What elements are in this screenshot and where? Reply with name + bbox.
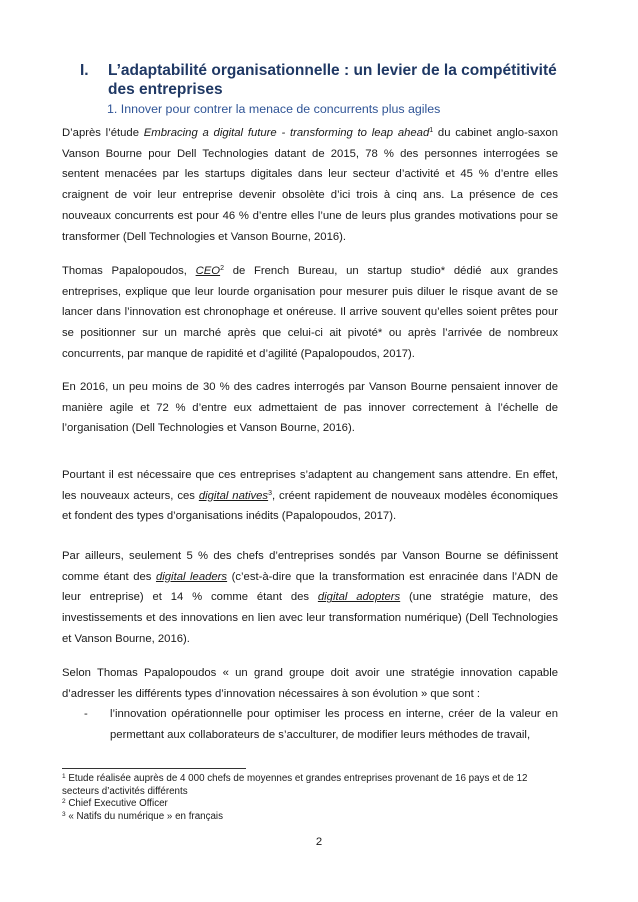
footnote-number: 3 — [62, 810, 66, 818]
subsection-heading: 1. Innover pour contrer la menace de concurrents plus agiles — [107, 102, 441, 116]
digital-leaders-term: digital leaders — [155, 570, 228, 583]
footnote-ref-3: 3 — [268, 489, 272, 497]
paragraph-3 — [62, 377, 558, 439]
footnote-number: 1 — [62, 773, 66, 780]
paragraph-5 — [62, 546, 558, 650]
footnote-text: « Natifs du numérique » en français — [65, 810, 224, 822]
list-item-text: l’innovation opérationnelle pour optimiser les process en interne, créer de la valeur en permettant aux collaborateurs de s’acculturer, de modifier leurs méthodes de travail, — [110, 708, 558, 742]
paragraph-text: Pourtant il est nécessaire que ces entreprises s’adaptent au changement sans attendre. En effet, les nouveaux acteurs, ces — [62, 469, 558, 502]
footnote-text: Chief Executive Officer — [65, 798, 168, 809]
footnote-3 — [62, 811, 562, 824]
ceo-term: CEO — [195, 265, 221, 277]
footnote-1 — [62, 773, 562, 798]
paragraph-text: En 2016, un peu moins de 30 % des cadres interrogés par Vanson Bourne pensaient innover de manière agile et 72 % d’entre eux admettaient de pas innover correctement à l’échelle de l’organisation (Dell Technologies et Vanson Bourne, 2016). — [62, 381, 558, 435]
digital-natives-term: digital natives — [198, 489, 269, 502]
footnote-separator — [62, 768, 246, 769]
paragraph-4 — [62, 465, 558, 527]
footnote-ref-1: 1 — [429, 127, 434, 134]
paragraph-text: Thomas Papalopoudos, — [62, 265, 196, 277]
section-number: I. — [80, 62, 89, 79]
footnote-text: Etude réalisée auprès de 4 000 chefs de moyennes et grandes entreprises provenant de 16 pays et de 12 secteurs d’activités différents — [62, 773, 528, 797]
footnotes — [62, 773, 562, 823]
paragraph-text: Par ailleurs, seulement 5 % des chefs d’entreprises sondés par Vanson Bourne se définissent comme étant des — [62, 550, 558, 583]
paragraph-text: Selon Thomas Papalopoudos « un grand groupe doit avoir une stratégie innovation capable d’adresser les différents types d’innovation nécessaires à son évolution » que sont : — [62, 667, 558, 700]
paragraph-6 — [62, 663, 558, 746]
section-title: L’adaptabilité organisationnelle : un levier de la compétitivité des entreprises — [108, 62, 557, 98]
footnote-number: 2 — [62, 798, 66, 805]
list-item — [62, 704, 558, 745]
paragraph-text: du cabinet anglo-saxon Vanson Bourne pour Dell Technologies datant de 2015, 78 % des personnes interrogées se sentent menacées par les startups digitales dans leur secteur d’activité et 45 % d’entre elles craignent de voir leur entreprise devenir obsolète d’ici trois à cinq ans. La présence de ces nouveaux concurrents est pour 46 % d’entre elles l’une de leurs plus grandes motivations pour se transformer (Dell Technologies et Vanson Bourne, 2016). — [62, 127, 558, 243]
paragraph-text: de French Bureau, un startup studio* dédié aux grandes entreprises, explique que leur lourde organisation pour mesurer puis diluer le risque avant de se lancer dans l’innovation est chronophage et onéreuse. Il arrive souvent qu’elles soient prêtes pour se positionner sur un marché après que celui-ci ait pivoté* ou après l’arrivée de nombreux concurrents, par manque de rapidité et d’agilité (Papalopoudos, 2017). — [62, 265, 558, 360]
paragraph-text: (c’est-à-dire que la transformation est enracinée dans l’ADN de leur entreprise) et 14 % comme étant des — [62, 570, 558, 604]
paragraph-text: (une stratégie mature, des investissements et des innovations en lien avec leur transformation numérique) (Dell Technologies et Vanson Bourne, 2016). — [62, 591, 558, 645]
section-heading — [80, 61, 560, 99]
paragraph-text: , créent rapidement de nouveaux modèles économiques et fondent des types d’organisations inédits (Papalopoudos, 2017). — [62, 489, 558, 523]
footnote-ref-2: 2 — [220, 265, 224, 272]
bullet-dash: - — [84, 708, 88, 721]
paragraph-1 — [62, 123, 558, 247]
footnote-2 — [62, 798, 562, 811]
paragraph-2 — [62, 261, 558, 365]
study-title: Embracing a digital future - transforming to leap ahead — [143, 127, 430, 139]
digital-adopters-term: digital adopters — [317, 591, 401, 604]
paragraph-text: D’après l’étude — [62, 127, 144, 139]
page-number: 2 — [315, 836, 323, 848]
